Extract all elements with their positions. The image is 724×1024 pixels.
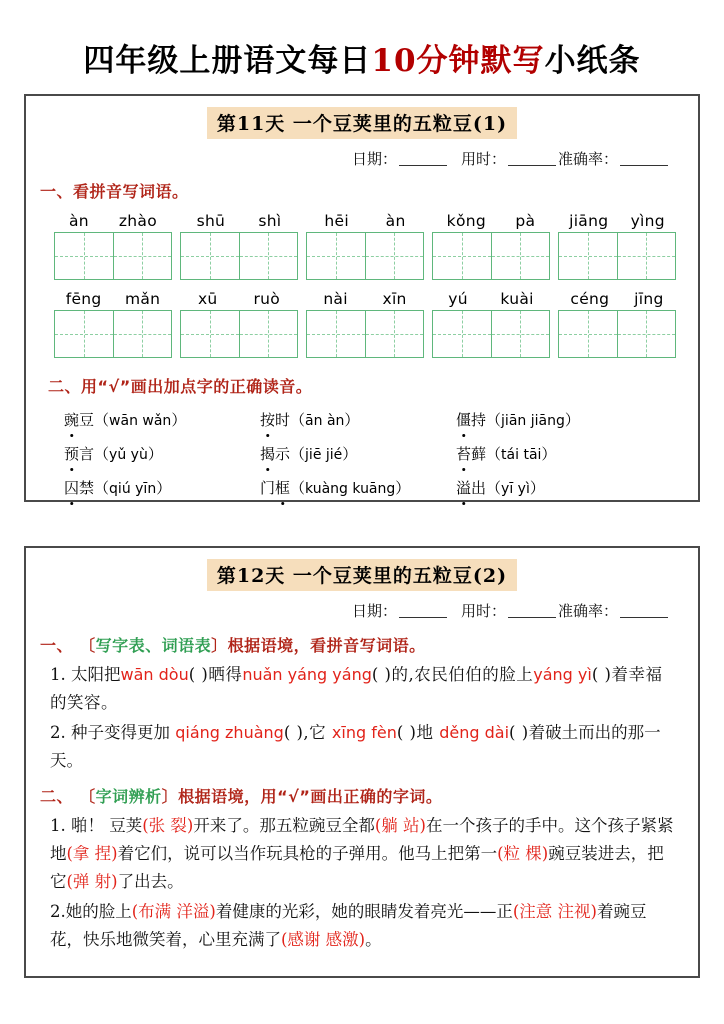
pinyin-syllable: xīn bbox=[382, 290, 407, 309]
choice-pair[interactable]: (张 裂) bbox=[142, 815, 194, 835]
worksheet-block-day12 bbox=[24, 546, 700, 978]
pinyin-syllable: céng bbox=[570, 290, 610, 309]
writing-grid[interactable] bbox=[54, 232, 172, 280]
date-blank[interactable] bbox=[399, 617, 447, 618]
word-cell bbox=[306, 290, 424, 358]
day-title-badge: 第11天 一个豆荚里的五粒豆(1) bbox=[207, 107, 517, 139]
q-pinyin: děng dài bbox=[439, 722, 510, 742]
writing-grid[interactable] bbox=[432, 310, 550, 358]
pron-options[interactable]: wān wǎn bbox=[109, 413, 172, 430]
section-number: 二、 bbox=[40, 786, 74, 806]
pron-options[interactable]: tái tāi bbox=[501, 447, 542, 464]
question-2-1 bbox=[40, 812, 684, 897]
tag-bracket-open: 〔 bbox=[79, 636, 96, 656]
pron-options[interactable]: yī yì bbox=[501, 481, 530, 498]
time-blank[interactable] bbox=[508, 617, 556, 618]
pinyin-syllable: àn bbox=[68, 212, 89, 231]
writing-grid[interactable] bbox=[558, 310, 676, 358]
pron-item[interactable]: 僵持（jiān jiāng） bbox=[456, 411, 580, 430]
writing-grid[interactable] bbox=[306, 310, 424, 358]
question-2-2 bbox=[40, 898, 684, 955]
choice-pair[interactable]: (布满 洋溢) bbox=[131, 901, 216, 921]
choice-pair[interactable]: (躺 站) bbox=[374, 815, 426, 835]
writing-cell[interactable] bbox=[181, 233, 239, 279]
word-cell bbox=[558, 290, 676, 358]
writing-cell[interactable] bbox=[491, 311, 550, 357]
time-label: 用时： bbox=[460, 150, 506, 169]
word-cell bbox=[432, 290, 550, 358]
pinyin-syllable: fēng bbox=[65, 290, 102, 309]
pron-item[interactable]: 溢出（yī yì） bbox=[456, 479, 545, 498]
pron-item[interactable]: 苔藓（tái tāi） bbox=[456, 445, 557, 464]
pinyin-label bbox=[558, 290, 676, 308]
pinyin-syllable: zhào bbox=[118, 212, 158, 231]
dotted-char: 苔 bbox=[456, 445, 472, 464]
accuracy-blank[interactable] bbox=[620, 165, 668, 166]
word-cell bbox=[180, 212, 298, 280]
pinyin-syllable: kǒng bbox=[446, 212, 486, 231]
section-instruction: 根据语境，用“√”画出正确的字词。 bbox=[178, 786, 443, 806]
pron-options[interactable]: jiān jiāng bbox=[501, 413, 565, 430]
q-pinyin: yáng yì bbox=[533, 665, 592, 685]
pron-item[interactable]: 豌豆（wān wǎn） bbox=[64, 411, 187, 430]
writing-cell[interactable] bbox=[617, 233, 676, 279]
word-char: 豆 bbox=[79, 411, 95, 430]
section-number: 一、 bbox=[40, 636, 74, 656]
pinyin-syllable: kuài bbox=[500, 290, 534, 309]
choice-pair[interactable]: (粒 棵) bbox=[497, 843, 549, 863]
writing-cell[interactable] bbox=[491, 233, 550, 279]
q-pinyin: xīng fèn bbox=[331, 722, 397, 742]
q-text: 。 bbox=[365, 930, 382, 950]
writing-cell[interactable] bbox=[113, 233, 172, 279]
pinyin-grid-row-2 bbox=[40, 290, 684, 358]
date-label: 日期： bbox=[351, 602, 397, 621]
q-pinyin: qiáng zhuàng bbox=[175, 722, 284, 742]
pron-item[interactable]: 门框（kuàng kuāng） bbox=[260, 479, 411, 498]
pinyin-label bbox=[306, 212, 424, 230]
writing-cell[interactable] bbox=[559, 233, 617, 279]
day-title-badge: 第12天 一个豆荚里的五粒豆(2) bbox=[207, 559, 517, 591]
dotted-char: 溢 bbox=[456, 479, 472, 498]
day-banner-row bbox=[40, 559, 684, 591]
writing-cell[interactable] bbox=[181, 311, 239, 357]
writing-cell[interactable] bbox=[433, 311, 491, 357]
section-heading-2-day11: 二、用“√”画出加点字的正确读音。 bbox=[48, 377, 313, 397]
answer-blank[interactable]: ( ),它 bbox=[283, 722, 332, 742]
pinyin-syllable: hēi bbox=[324, 212, 349, 231]
pinyin-syllable: yú bbox=[448, 290, 468, 309]
pinyin-syllable: jiāng bbox=[569, 212, 609, 231]
pinyin-syllable: jīng bbox=[634, 290, 664, 309]
word-char: 门 bbox=[260, 479, 276, 498]
pron-options[interactable]: yǔ yù bbox=[109, 447, 148, 464]
choice-pair[interactable]: (感谢 感激) bbox=[281, 930, 366, 950]
choice-pair[interactable]: (注意 注视) bbox=[512, 901, 597, 921]
pron-item[interactable]: 预言（yǔ yù） bbox=[64, 445, 163, 464]
page-title-part3: 小纸条 bbox=[544, 43, 641, 79]
writing-cell[interactable] bbox=[239, 233, 298, 279]
pinyin-label bbox=[54, 212, 172, 230]
writing-cell[interactable] bbox=[559, 311, 617, 357]
word-char: 禁 bbox=[79, 479, 95, 498]
writing-grid[interactable] bbox=[306, 232, 424, 280]
pron-item[interactable]: 揭示（jiē jié） bbox=[260, 445, 358, 464]
word-cell bbox=[180, 290, 298, 358]
q-text: 着它们，说可以当作玩具枪的子弹用。他马上把第一 bbox=[117, 843, 498, 863]
word-char: 持 bbox=[471, 411, 487, 430]
choice-pair[interactable]: (拿 捏) bbox=[66, 843, 118, 863]
q-text: 着健康的光彩，她的眼睛发着亮光——正 bbox=[215, 901, 513, 921]
pronunciation-choice-grid bbox=[40, 409, 684, 498]
pron-options[interactable]: ān àn bbox=[305, 413, 345, 430]
q-text: 1. 啪！ 豆荚 bbox=[50, 815, 143, 835]
pinyin-syllable: àn bbox=[385, 212, 406, 231]
writing-cell[interactable] bbox=[307, 233, 365, 279]
word-char: 出 bbox=[471, 479, 487, 498]
word-cell bbox=[558, 212, 676, 280]
pinyin-syllable: xū bbox=[197, 290, 218, 309]
pinyin-label bbox=[306, 290, 424, 308]
section-tag: 字词辨析 bbox=[95, 786, 162, 806]
word-char: 时 bbox=[275, 411, 291, 430]
page-title bbox=[24, 0, 700, 78]
section-heading-1-day12 bbox=[40, 633, 684, 656]
section-tag: 写字表、词语表 bbox=[95, 636, 212, 656]
pinyin-label bbox=[180, 212, 298, 230]
pinyin-syllable: yìng bbox=[630, 212, 665, 231]
writing-grid[interactable] bbox=[558, 232, 676, 280]
pinyin-label bbox=[558, 212, 676, 230]
page-title-part1: 四年级上册语文每日 bbox=[83, 43, 372, 79]
writing-cell[interactable] bbox=[307, 311, 365, 357]
q-text: 豌豆装进去，把它 bbox=[50, 843, 664, 892]
accuracy-label: 准确率： bbox=[557, 150, 618, 169]
writing-grid[interactable] bbox=[54, 310, 172, 358]
accuracy-blank[interactable] bbox=[620, 617, 668, 618]
pron-options[interactable]: kuàng kuāng bbox=[305, 481, 396, 498]
writing-grid[interactable] bbox=[180, 310, 298, 358]
answer-blank[interactable]: ( )地 bbox=[396, 722, 440, 742]
writing-cell[interactable] bbox=[55, 311, 113, 357]
meta-row-day11 bbox=[40, 148, 684, 169]
pinyin-label bbox=[54, 290, 172, 308]
section-heading-2-day12 bbox=[40, 784, 684, 807]
q-text: 2.她的脸上 bbox=[50, 901, 132, 921]
writing-cell[interactable] bbox=[55, 233, 113, 279]
section-instruction: 根据语境，看拼音写词语。 bbox=[227, 636, 426, 656]
q-text: 1. 太阳把 bbox=[50, 665, 121, 685]
dotted-char: 框 bbox=[275, 479, 291, 498]
q-pinyin: nuǎn yáng yáng bbox=[242, 665, 372, 685]
pinyin-grid-row-1 bbox=[40, 212, 684, 280]
question-1-1 bbox=[40, 661, 684, 718]
q-text: 着破土而出的那一天。 bbox=[50, 722, 661, 771]
writing-grid[interactable] bbox=[432, 232, 550, 280]
dotted-char: 揭 bbox=[260, 445, 276, 464]
word-cell bbox=[306, 212, 424, 280]
pinyin-syllable: mǎn bbox=[124, 290, 161, 309]
dotted-char: 豌 bbox=[64, 411, 80, 430]
dotted-char: 僵 bbox=[456, 411, 472, 430]
writing-cell[interactable] bbox=[113, 311, 172, 357]
writing-cell[interactable] bbox=[365, 233, 424, 279]
tag-bracket-open: 〔 bbox=[79, 786, 96, 806]
worksheet-block-day11 bbox=[24, 94, 700, 502]
pron-options[interactable]: jiē jié bbox=[305, 447, 343, 464]
time-blank[interactable] bbox=[508, 165, 556, 166]
answer-blank[interactable]: ( ) bbox=[509, 722, 529, 742]
date-blank[interactable] bbox=[399, 165, 447, 166]
day-banner-row bbox=[40, 107, 684, 139]
q-text: 着豌豆花，快乐地微笑着，心里充满了 bbox=[50, 901, 647, 950]
pinyin-syllable: pà bbox=[515, 212, 536, 231]
pinyin-syllable: ruò bbox=[253, 290, 281, 309]
writing-cell[interactable] bbox=[433, 233, 491, 279]
writing-cell[interactable] bbox=[365, 311, 424, 357]
meta-row-day12 bbox=[40, 600, 684, 621]
dotted-char: 按 bbox=[260, 411, 276, 430]
pron-options[interactable]: qiú yīn bbox=[109, 481, 157, 498]
question-1-2 bbox=[40, 719, 684, 776]
q-text: 了出去。 bbox=[117, 872, 184, 892]
answer-blank[interactable]: ( )的,农民伯伯的脸上 bbox=[371, 665, 534, 685]
section-heading-1-day11: 一、看拼音写词语。 bbox=[40, 182, 189, 202]
word-cell bbox=[54, 212, 172, 280]
pron-item[interactable]: 按时（ān àn） bbox=[260, 411, 360, 430]
answer-blank[interactable]: ( )晒得 bbox=[188, 665, 243, 685]
pinyin-label bbox=[432, 212, 550, 230]
writing-cell[interactable] bbox=[617, 311, 676, 357]
writing-grid[interactable] bbox=[180, 232, 298, 280]
dotted-char: 囚 bbox=[64, 479, 80, 498]
word-cell bbox=[54, 290, 172, 358]
q-pinyin: wān dòu bbox=[120, 665, 189, 685]
date-label: 日期： bbox=[351, 150, 397, 169]
time-label: 用时： bbox=[460, 602, 506, 621]
q-text: 开来了。那五粒豌豆全都 bbox=[193, 815, 375, 835]
dotted-char: 预 bbox=[64, 445, 80, 464]
accuracy-label: 准确率： bbox=[557, 602, 618, 621]
word-char: 示 bbox=[275, 445, 291, 464]
pinyin-syllable: shì bbox=[258, 212, 282, 231]
word-char: 言 bbox=[79, 445, 95, 464]
page-title-accent: 10分钟默写 bbox=[371, 43, 545, 79]
pron-item[interactable]: 囚禁（qiú yīn） bbox=[64, 479, 172, 498]
word-char: 藓 bbox=[471, 445, 487, 464]
word-cell bbox=[432, 212, 550, 280]
pinyin-label bbox=[180, 290, 298, 308]
pinyin-syllable: shū bbox=[196, 212, 226, 231]
q-text: 2. 种子变得更加 bbox=[50, 722, 176, 742]
pinyin-syllable: nài bbox=[323, 290, 348, 309]
pinyin-label bbox=[432, 290, 550, 308]
writing-cell[interactable] bbox=[239, 311, 298, 357]
tag-bracket-close: 〕 bbox=[161, 786, 179, 806]
choice-pair[interactable]: (弹 射) bbox=[66, 872, 118, 892]
answer-blank[interactable]: ( )着幸福的笑容。 bbox=[50, 665, 663, 713]
q-text: 在一个孩子的手中。这个孩子紧紧地 bbox=[50, 815, 674, 863]
tag-bracket-close: 〕 bbox=[211, 636, 228, 656]
